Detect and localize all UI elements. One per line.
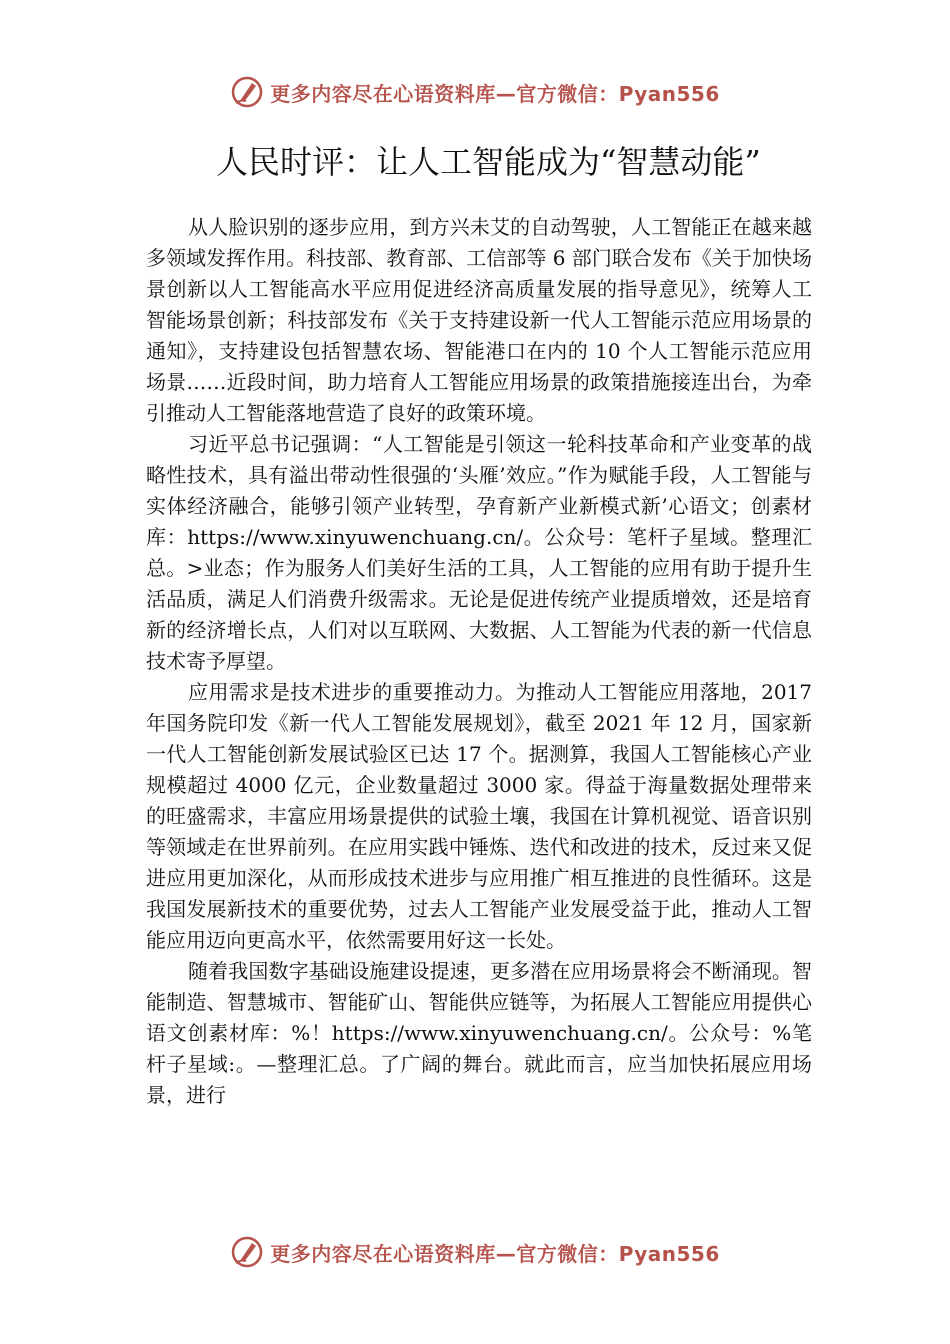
banner-text: 更多内容尽在心语资料库—官方微信：Pyan556 (270, 1241, 720, 1266)
header-banner (0, 72, 950, 112)
quill-logo-icon (230, 1235, 264, 1269)
footer-banner (0, 1232, 950, 1272)
quill-logo-icon (230, 75, 264, 109)
article-body (146, 212, 812, 1111)
paragraph: 从人脸识别的逐步应用，到方兴未艾的自动驾驶，人工智能正在越来越多领域发挥作用。科技部、教育部、工信部等 6 部门联合发布《关于加快场景创新以人工智能高水平应用促进经济高质量发展的指导意见》，统筹人工智能场景创新；科技部发布《关于支持建设新一代人工智能示范应用场景的通知》，支持建设包括智慧农场、智能港口在内的 10 个人工智能示范应用场景……近段时间，助力培育人工智能应用场景的政策措施接连出台，为牵引推动人工智能落地营造了良好的政策环境。 (146, 215, 812, 425)
banner-text: 更多内容尽在心语资料库—官方微信：Pyan556 (270, 81, 720, 106)
paragraph: 应用需求是技术进步的重要推动力。为推动人工智能应用落地，2017 年国务院印发《新一代人工智能发展规划》，截至 2021 年 12 月，国家新一代人工智能创新发展试验区已达 17 个。据测算，我国人工智能核心产业规模超过 4000 亿元，企业数量超过 3000 家。得益于海量数据处理带来的旺盛需求，丰富应用场景提供的试验土壤，我国在计算机视觉、语音识别等领域走在世界前列。在应用实践中锤炼、迭代和改进的技术，反过来又促进应用更加深化，从而形成技术进步与应用推广相互推进的良性循环。这是我国发展新技术的重要优势，过去人工智能产业发展受益于此，推动人工智能应用迈向更高水平，依然需要用好这一长处。 (146, 680, 812, 952)
paragraph: 习近平总书记强调：“人工智能是引领这一轮科技革命和产业变革的战略性技术，具有溢出带动性很强的‘头雁’效应。”作为赋能手段，人工智能与实体经济融合，能够引领产业转型，孕育新产业新模式新’心语文；创素材库：https://www.xinyuwenchuang.cn/。公众号：笔杆子星域。整理汇总。>业态；作为服务人们美好生活的工具，人工智能的应用有助于提升生活品质，满足人们消费升级需求。无论是促进传统产业提质增效，还是培育新的经济增长点，人们对以互联网、大数据、人工智能为代表的新一代信息技术寄予厚望。 (146, 432, 812, 673)
paragraph: 随着我国数字基础设施建设提速，更多潜在应用场景将会不断涌现。智能制造、智慧城市、智能矿山、智能供应链等，为拓展人工智能应用提供心语文创素材库：%！https://www.xinyuwenchuang.cn/。公众号：%笔杆子星域:。—整理汇总。了广阔的舞台。就此而言，应当加快拓展应用场景，进行 (146, 959, 812, 1107)
article-title: 人民时评：让人工智能成为“智慧动能” (216, 143, 761, 181)
